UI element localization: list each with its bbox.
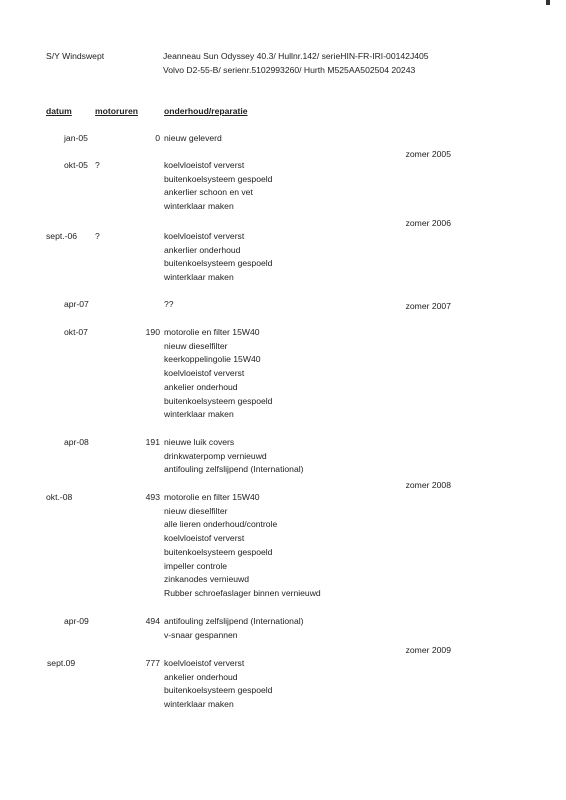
entry-date: apr-09: [64, 616, 89, 626]
season-label: zomer 2007: [405, 301, 451, 311]
entry-hours: ?: [95, 231, 100, 241]
entry-item: buitenkoelsysteem gespoeld: [164, 258, 273, 269]
column-header-hours: motoruren: [95, 106, 138, 116]
entry-item: koelvloeistof ververst: [164, 658, 245, 668]
entry-item: impeller controle: [164, 560, 228, 571]
entry-item: buitenkoelsysteem gespoeld: [164, 173, 273, 184]
entry-date: okt-07: [64, 327, 88, 337]
entry-item: nieuw geleverd: [164, 133, 222, 143]
entry-hours: 0: [155, 133, 160, 143]
entry-item: winterklaar maken: [164, 201, 234, 212]
entry-date: sept.09: [47, 658, 76, 668]
entry-item: ??: [164, 299, 174, 309]
entry-date: apr-08: [64, 437, 89, 447]
entry-date: apr-07: [64, 299, 89, 309]
season-label: zomer 2009: [405, 645, 451, 655]
entry-item: nieuw dieselfilter: [164, 505, 228, 516]
entry-hours: ?: [95, 160, 100, 170]
entry-hours: 191: [145, 437, 160, 447]
entry-item: v-snaar gespannen: [164, 629, 238, 640]
entry-item: koelvloeistof ververst: [164, 533, 245, 544]
column-header-date: datum: [46, 106, 72, 116]
entry-item: koelvloeistof ververst: [164, 231, 245, 241]
entry-item: buitenkoelsysteem gespoeld: [164, 395, 273, 406]
season-label: zomer 2005: [405, 149, 451, 159]
entry-item: antifouling zelfslijpend (International): [164, 616, 304, 626]
entry-date: jan-05: [64, 133, 88, 143]
entry-item: koelvloeistof ververst: [164, 368, 245, 379]
entry-date: okt.-08: [46, 492, 73, 502]
entry-item: zinkanodes vernieuwd: [164, 574, 250, 585]
entry-item: buitenkoelsysteem gespoeld: [164, 685, 273, 696]
entry-item: winterklaar maken: [164, 272, 234, 283]
entry-item: motorolie en filter 15W40: [164, 492, 260, 502]
entry-date: sept.-06: [46, 231, 78, 241]
entry-item: buitenkoelsysteem gespoeld: [164, 546, 273, 557]
entry-item: ankerlier schoon en vet: [164, 187, 253, 198]
column-header-work: onderhoud/reparatie: [164, 106, 248, 116]
entry-item: drinkwaterpomp vernieuwd: [164, 450, 267, 461]
entry-item: winterklaar maken: [164, 699, 234, 710]
vessel-name: S/Y Windswept: [46, 51, 105, 61]
entry-hours: 777: [145, 658, 160, 668]
entry-hours: 493: [145, 492, 160, 502]
entry-date: okt-05: [64, 160, 88, 170]
entry-item: ankelier onderhoud: [164, 671, 238, 682]
engine-details: Volvo D2-55-B/ serienr.5102993260/ Hurth M525AA502504 20243: [163, 65, 416, 75]
entry-hours: 190: [145, 327, 160, 337]
entry-item: motorolie en filter 15W40: [164, 327, 260, 337]
entry-item: alle lieren onderhoud/controle: [164, 519, 278, 530]
entry-item: winterklaar maken: [164, 409, 234, 420]
entry-item: nieuw dieselfilter: [164, 340, 228, 351]
entry-item: ankelier onderhoud: [164, 381, 238, 392]
boat-details: Jeanneau Sun Odyssey 40.3/ Hullnr.142/ serieHIN-FR-IRI-00142J405: [163, 51, 429, 61]
entry-item: keerkoppelingolie 15W40: [164, 354, 261, 365]
scan-mark: [546, 0, 550, 5]
entry-item: ankerlier onderhoud: [164, 244, 241, 255]
season-label: zomer 2006: [405, 218, 451, 228]
entry-item: Rubber schroefaslager binnen vernieuwd: [164, 587, 321, 598]
season-label: zomer 2008: [405, 480, 451, 490]
entry-hours: 494: [145, 616, 160, 626]
entry-item: antifouling zelfslijpend (International): [164, 464, 304, 475]
entry-item: koelvloeistof ververst: [164, 160, 245, 170]
entry-item: nieuwe luik covers: [164, 437, 235, 447]
